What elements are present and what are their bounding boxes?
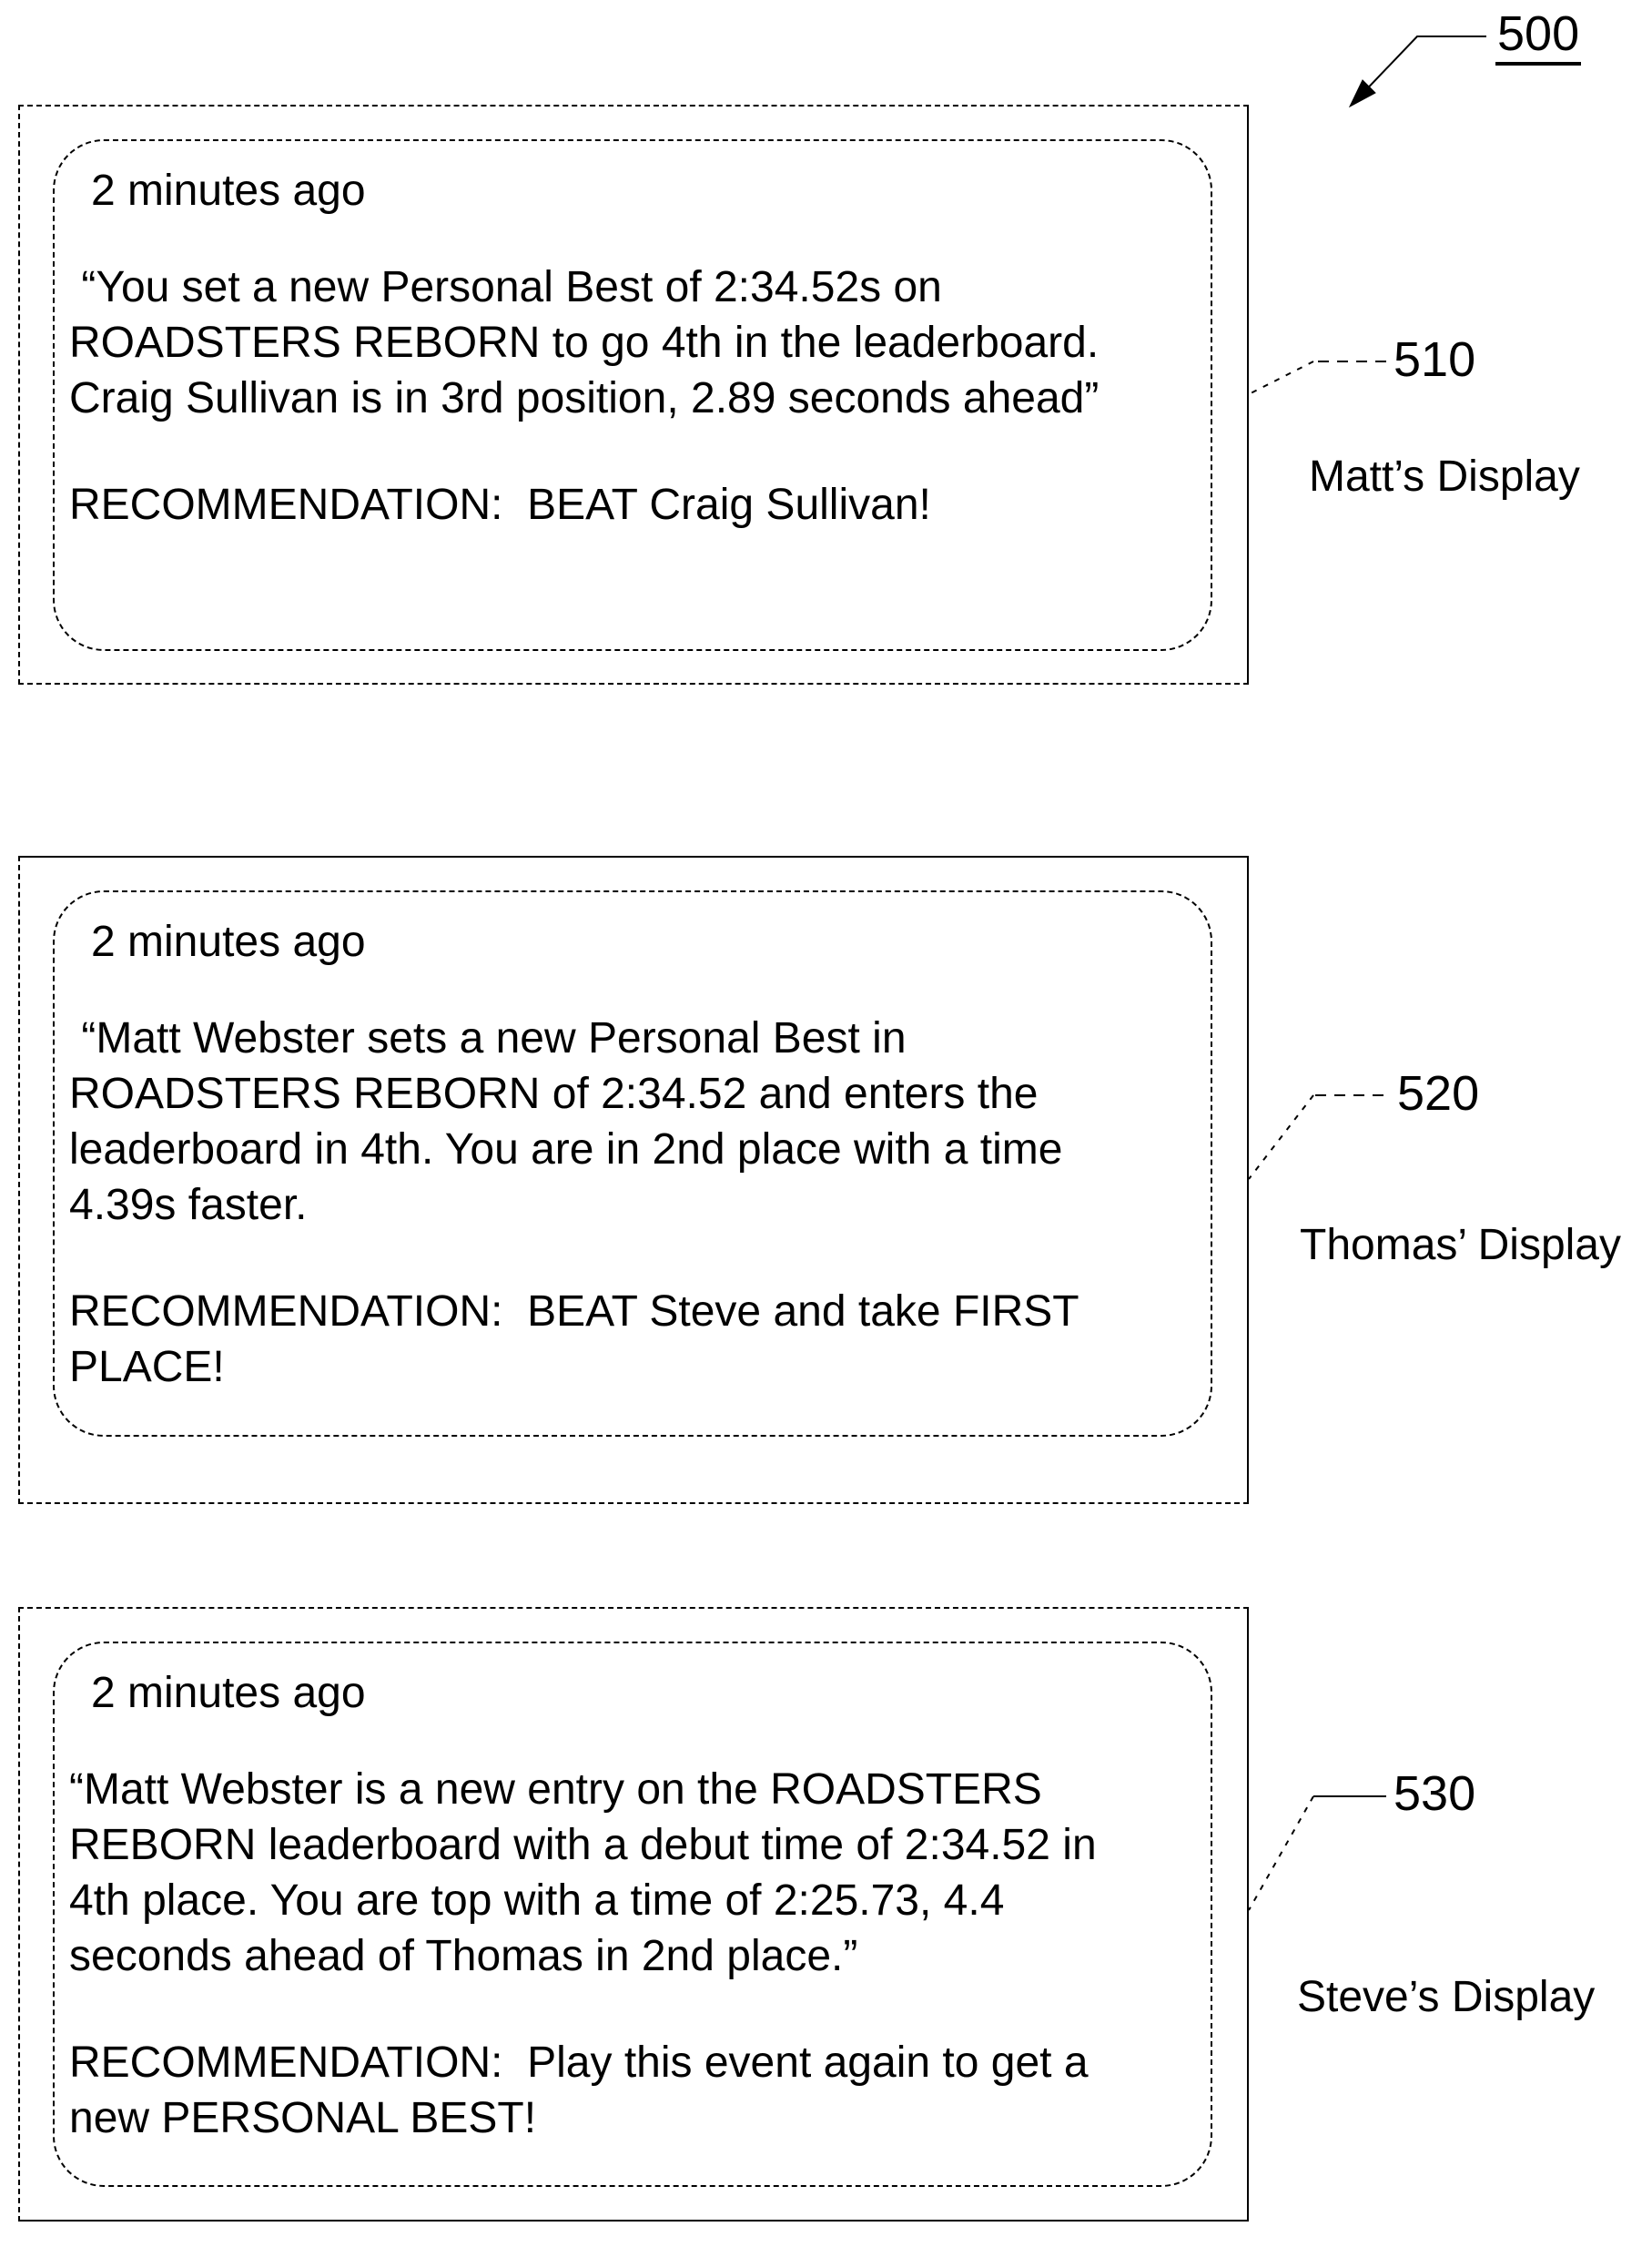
notification-message: “Matt Webster is a new entry on the ROADSTERS REBORN leaderboard with a debut time of 2:34.52 in 4th place. You are top with a time of 2:25.73, 4.4 seconds ahead of Thomas in 2nd place.” <box>69 1765 1097 1980</box>
display-owner-label-thomas: Thomas’ Display <box>1300 1221 1621 1269</box>
notification-card <box>53 890 1212 1437</box>
timestamp-label: 2 minutes ago <box>91 918 366 966</box>
panel-ref-label-530: 530 <box>1394 1766 1476 1821</box>
leader-line-510-diagonal <box>1249 361 1313 394</box>
recommendation-text: RECOMMENDATION: BEAT Steve and take FIRST PLACE! <box>69 1287 1079 1391</box>
display-owner-label-steve: Steve’s Display <box>1297 1973 1596 2021</box>
notification-message: “Matt Webster sets a new Personal Best in ROADSTERS REBORN of 2:34.52 and enters the leaderboard in 4th. You are in 2nd place with a time 4.39s faster. <box>69 1014 1063 1229</box>
display-panel-matt <box>18 105 1249 685</box>
panel-ref-label-520: 520 <box>1397 1066 1480 1121</box>
display-panel-thomas <box>18 856 1249 1504</box>
panel-ref-label-510: 510 <box>1394 332 1476 387</box>
notification-card <box>53 139 1212 651</box>
figure-reference-label: 500 <box>1495 7 1581 66</box>
leader-line-520-diagonal <box>1249 1095 1313 1179</box>
leader-line-500 <box>1358 36 1486 98</box>
notification-card <box>53 1642 1212 2187</box>
recommendation-text: RECOMMENDATION: Play this event again to get a new PERSONAL BEST! <box>69 2039 1089 2142</box>
notification-message: “You set a new Personal Best of 2:34.52s on ROADSTERS REBORN to go 4th in the leaderboard. Craig Sullivan is in 3rd position, 2.89 seconds ahead” <box>69 263 1100 422</box>
leader-line-530-diagonal <box>1249 1796 1313 1910</box>
display-panel-steve <box>18 1607 1249 2222</box>
arrowhead-icon <box>1350 80 1375 107</box>
timestamp-label: 2 minutes ago <box>91 1669 366 1717</box>
timestamp-label: 2 minutes ago <box>91 167 366 215</box>
recommendation-text: RECOMMENDATION: BEAT Craig Sullivan! <box>69 481 931 529</box>
display-owner-label-matt: Matt’s Display <box>1309 452 1580 501</box>
